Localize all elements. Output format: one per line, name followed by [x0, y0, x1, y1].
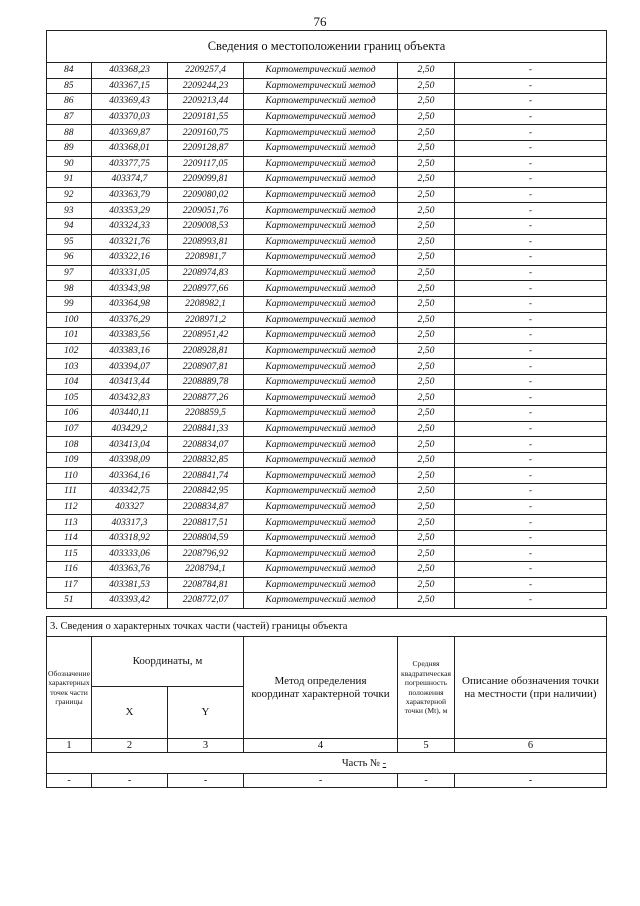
description: -	[455, 484, 607, 500]
table-row	[47, 250, 607, 266]
description: -	[455, 63, 607, 79]
coordinate-x: 403353,29	[92, 203, 168, 219]
coordinate-y: 2208842,95	[168, 484, 244, 500]
point-number: 85	[47, 78, 92, 94]
header-description: Описание обозначения точки на местности (при наличии)	[455, 637, 607, 739]
point-number: 108	[47, 437, 92, 453]
coordinate-y: 2209213,44	[168, 94, 244, 110]
point-number: 109	[47, 452, 92, 468]
point-number: 117	[47, 577, 92, 593]
coordinate-y: 2208832,85	[168, 452, 244, 468]
point-number: 84	[47, 63, 92, 79]
accuracy: 2,50	[398, 94, 455, 110]
column-number: 4	[244, 739, 398, 753]
method: Картометрический метод	[244, 172, 398, 188]
coordinate-y: 2208928,81	[168, 343, 244, 359]
coordinate-y: 2208817,51	[168, 515, 244, 531]
coordinate-y: 2208794,1	[168, 562, 244, 578]
accuracy: 2,50	[398, 156, 455, 172]
empty-cell: -	[92, 774, 168, 788]
method: Картометрический метод	[244, 406, 398, 422]
point-number: 91	[47, 172, 92, 188]
accuracy: 2,50	[398, 562, 455, 578]
point-number: 112	[47, 499, 92, 515]
accuracy: 2,50	[398, 265, 455, 281]
description: -	[455, 109, 607, 125]
accuracy: 2,50	[398, 359, 455, 375]
description: -	[455, 312, 607, 328]
coordinate-x: 403343,98	[92, 281, 168, 297]
coordinate-y: 2209160,75	[168, 125, 244, 141]
coordinate-y: 2208971,2	[168, 312, 244, 328]
column-number: 5	[398, 739, 455, 753]
empty-cell: -	[244, 774, 398, 788]
point-number: 98	[47, 281, 92, 297]
coordinate-x: 403318,92	[92, 530, 168, 546]
coordinate-y: 2208784,81	[168, 577, 244, 593]
coordinate-x: 403363,76	[92, 562, 168, 578]
description: -	[455, 593, 607, 609]
table-row	[47, 63, 607, 79]
coordinate-x: 403364,98	[92, 296, 168, 312]
coordinate-x: 403342,75	[92, 484, 168, 500]
description: -	[455, 234, 607, 250]
accuracy: 2,50	[398, 109, 455, 125]
table-row	[47, 452, 607, 468]
method: Картометрический метод	[244, 281, 398, 297]
table-row	[47, 265, 607, 281]
description: -	[455, 125, 607, 141]
coordinate-x: 403413,04	[92, 437, 168, 453]
description: -	[455, 452, 607, 468]
accuracy: 2,50	[398, 218, 455, 234]
empty-cell: -	[398, 774, 455, 788]
coordinate-y: 2208804,59	[168, 530, 244, 546]
table-row	[47, 530, 607, 546]
point-number: 89	[47, 140, 92, 156]
table-row	[47, 94, 607, 110]
table-row	[47, 421, 607, 437]
point-number: 115	[47, 546, 92, 562]
point-number: 96	[47, 250, 92, 266]
description: -	[455, 78, 607, 94]
method: Картометрический метод	[244, 562, 398, 578]
table-row	[47, 593, 607, 609]
accuracy: 2,50	[398, 78, 455, 94]
point-number: 97	[47, 265, 92, 281]
method: Картометрический метод	[244, 437, 398, 453]
method: Картометрический метод	[244, 577, 398, 593]
method: Картометрический метод	[244, 421, 398, 437]
coordinate-y: 2208841,74	[168, 468, 244, 484]
accuracy: 2,50	[398, 172, 455, 188]
table-row	[47, 172, 607, 188]
coordinate-y: 2209257,4	[168, 63, 244, 79]
table-row	[47, 546, 607, 562]
point-number: 116	[47, 562, 92, 578]
column-number: 2	[92, 739, 168, 753]
accuracy: 2,50	[398, 63, 455, 79]
point-number: 114	[47, 530, 92, 546]
description: -	[455, 499, 607, 515]
coordinate-x: 403398,09	[92, 452, 168, 468]
accuracy: 2,50	[398, 312, 455, 328]
section-title: Сведения о местоположении границ объекта	[47, 31, 607, 63]
coordinate-x: 403376,29	[92, 312, 168, 328]
coordinate-x: 403363,79	[92, 187, 168, 203]
method: Картометрический метод	[244, 546, 398, 562]
accuracy: 2,50	[398, 499, 455, 515]
method: Картометрический метод	[244, 359, 398, 375]
point-number: 88	[47, 125, 92, 141]
table-row	[47, 109, 607, 125]
coordinate-y: 2209181,55	[168, 109, 244, 125]
method: Картометрический метод	[244, 593, 398, 609]
coordinate-x: 403317,3	[92, 515, 168, 531]
description: -	[455, 562, 607, 578]
point-number: 93	[47, 203, 92, 219]
boundary-points-table	[46, 30, 607, 609]
method: Картометрический метод	[244, 234, 398, 250]
table-row	[47, 156, 607, 172]
coordinate-y: 2208834,07	[168, 437, 244, 453]
point-number: 103	[47, 359, 92, 375]
point-number: 107	[47, 421, 92, 437]
accuracy: 2,50	[398, 593, 455, 609]
description: -	[455, 530, 607, 546]
accuracy: 2,50	[398, 296, 455, 312]
point-number: 102	[47, 343, 92, 359]
point-number: 90	[47, 156, 92, 172]
description: -	[455, 421, 607, 437]
accuracy: 2,50	[398, 328, 455, 344]
table-row	[47, 484, 607, 500]
part-points-table	[46, 616, 607, 788]
coordinate-y: 2209117,05	[168, 156, 244, 172]
column-number: 1	[47, 739, 92, 753]
method: Картометрический метод	[244, 390, 398, 406]
coordinate-y: 2208889,78	[168, 374, 244, 390]
table-row	[47, 343, 607, 359]
accuracy: 2,50	[398, 281, 455, 297]
description: -	[455, 94, 607, 110]
accuracy: 2,50	[398, 530, 455, 546]
coordinate-x: 403393,42	[92, 593, 168, 609]
coordinate-y: 2208981,7	[168, 250, 244, 266]
accuracy: 2,50	[398, 187, 455, 203]
description: -	[455, 515, 607, 531]
description: -	[455, 218, 607, 234]
point-number: 105	[47, 390, 92, 406]
description: -	[455, 546, 607, 562]
coordinate-x: 403331,05	[92, 265, 168, 281]
part-label: Часть №	[341, 757, 381, 769]
coordinate-y: 2208877,26	[168, 390, 244, 406]
table-row	[47, 78, 607, 94]
description: -	[455, 250, 607, 266]
part-value: -	[382, 757, 387, 769]
table-row	[47, 437, 607, 453]
description: -	[455, 343, 607, 359]
point-number: 104	[47, 374, 92, 390]
accuracy: 2,50	[398, 140, 455, 156]
method: Картометрический метод	[244, 156, 398, 172]
method: Картометрический метод	[244, 530, 398, 546]
header-accuracy: Средняя квадратическая погрешность положения характерной точки (Mt), м	[398, 637, 455, 739]
table-row	[47, 562, 607, 578]
header-x: X	[92, 687, 168, 739]
description: -	[455, 187, 607, 203]
accuracy: 2,50	[398, 484, 455, 500]
coordinate-y: 2208977,66	[168, 281, 244, 297]
coordinate-x: 403413,44	[92, 374, 168, 390]
accuracy: 2,50	[398, 468, 455, 484]
point-number: 86	[47, 94, 92, 110]
table-row	[47, 374, 607, 390]
coordinate-x: 403322,16	[92, 250, 168, 266]
method: Картометрический метод	[244, 468, 398, 484]
description: -	[455, 437, 607, 453]
accuracy: 2,50	[398, 343, 455, 359]
description: -	[455, 296, 607, 312]
point-number: 92	[47, 187, 92, 203]
header-point-designation: Обозначение характерных точек части границы	[47, 637, 92, 739]
coordinate-x: 403368,23	[92, 63, 168, 79]
point-number: 99	[47, 296, 92, 312]
table-row	[47, 406, 607, 422]
coordinate-y: 2208951,42	[168, 328, 244, 344]
point-number: 113	[47, 515, 92, 531]
method: Картометрический метод	[244, 125, 398, 141]
table-row	[47, 281, 607, 297]
method: Картометрический метод	[244, 218, 398, 234]
accuracy: 2,50	[398, 546, 455, 562]
accuracy: 2,50	[398, 250, 455, 266]
point-number: 110	[47, 468, 92, 484]
accuracy: 2,50	[398, 390, 455, 406]
coordinate-y: 2208796,92	[168, 546, 244, 562]
method: Картометрический метод	[244, 499, 398, 515]
accuracy: 2,50	[398, 374, 455, 390]
coordinate-x: 403364,16	[92, 468, 168, 484]
table-row	[47, 296, 607, 312]
table-row	[47, 577, 607, 593]
empty-cell: -	[168, 774, 244, 788]
accuracy: 2,50	[398, 203, 455, 219]
table-row	[47, 515, 607, 531]
coordinate-y: 2209080,02	[168, 187, 244, 203]
coordinate-y: 2209008,53	[168, 218, 244, 234]
table-row	[47, 328, 607, 344]
coordinate-y: 2208907,81	[168, 359, 244, 375]
accuracy: 2,50	[398, 421, 455, 437]
coordinate-x: 403383,16	[92, 343, 168, 359]
coordinate-x: 403369,43	[92, 94, 168, 110]
coordinate-x: 403368,01	[92, 140, 168, 156]
method: Картометрический метод	[244, 250, 398, 266]
point-number: 101	[47, 328, 92, 344]
coordinate-x: 403394,07	[92, 359, 168, 375]
method: Картометрический метод	[244, 63, 398, 79]
coordinate-x: 403440,11	[92, 406, 168, 422]
method: Картометрический метод	[244, 94, 398, 110]
coordinate-x: 403374,7	[92, 172, 168, 188]
coordinate-x: 403333,06	[92, 546, 168, 562]
accuracy: 2,50	[398, 234, 455, 250]
coordinate-y: 2209244,23	[168, 78, 244, 94]
point-number: 100	[47, 312, 92, 328]
table-row	[47, 390, 607, 406]
column-number: 3	[168, 739, 244, 753]
point-number: 106	[47, 406, 92, 422]
coordinate-x: 403327	[92, 499, 168, 515]
header-y: Y	[168, 687, 244, 739]
accuracy: 2,50	[398, 452, 455, 468]
table-row	[47, 187, 607, 203]
coordinate-y: 2208834,87	[168, 499, 244, 515]
coordinate-x: 403383,56	[92, 328, 168, 344]
description: -	[455, 265, 607, 281]
method: Картометрический метод	[244, 452, 398, 468]
point-number: 51	[47, 593, 92, 609]
accuracy: 2,50	[398, 125, 455, 141]
header-coordinates: Координаты, м	[92, 637, 244, 687]
table-row	[47, 359, 607, 375]
method: Картометрический метод	[244, 484, 398, 500]
method: Картометрический метод	[244, 515, 398, 531]
coordinate-y: 2208772,07	[168, 593, 244, 609]
coordinate-y: 2208982,1	[168, 296, 244, 312]
description: -	[455, 390, 607, 406]
coordinate-x: 403324,33	[92, 218, 168, 234]
description: -	[455, 374, 607, 390]
table-row	[47, 140, 607, 156]
part-label-cell	[47, 753, 607, 774]
description: -	[455, 359, 607, 375]
coordinate-x: 403367,15	[92, 78, 168, 94]
coordinate-y: 2208841,33	[168, 421, 244, 437]
method: Картометрический метод	[244, 203, 398, 219]
empty-cell: -	[47, 774, 92, 788]
coordinate-x: 403321,76	[92, 234, 168, 250]
coordinate-y: 2208974,83	[168, 265, 244, 281]
description: -	[455, 281, 607, 297]
description: -	[455, 328, 607, 344]
description: -	[455, 203, 607, 219]
coordinate-y: 2209051,76	[168, 203, 244, 219]
point-number: 94	[47, 218, 92, 234]
description: -	[455, 468, 607, 484]
header-method: Метод определения координат характерной точки	[244, 637, 398, 739]
accuracy: 2,50	[398, 406, 455, 422]
method: Картометрический метод	[244, 78, 398, 94]
method: Картометрический метод	[244, 374, 398, 390]
coordinate-y: 2208993,81	[168, 234, 244, 250]
coordinate-y: 2209099,81	[168, 172, 244, 188]
description: -	[455, 172, 607, 188]
method: Картометрический метод	[244, 140, 398, 156]
empty-cell: -	[455, 774, 607, 788]
method: Картометрический метод	[244, 187, 398, 203]
table-row	[47, 468, 607, 484]
accuracy: 2,50	[398, 515, 455, 531]
coordinate-x: 403377,75	[92, 156, 168, 172]
description: -	[455, 577, 607, 593]
method: Картометрический метод	[244, 265, 398, 281]
description: -	[455, 406, 607, 422]
method: Картометрический метод	[244, 328, 398, 344]
description: -	[455, 156, 607, 172]
table-row	[47, 218, 607, 234]
coordinate-y: 2209128,87	[168, 140, 244, 156]
table-row	[47, 125, 607, 141]
coordinate-x: 403369,87	[92, 125, 168, 141]
table-row	[47, 312, 607, 328]
coordinate-x: 403429,2	[92, 421, 168, 437]
point-number: 87	[47, 109, 92, 125]
coordinate-x: 403370,03	[92, 109, 168, 125]
description: -	[455, 140, 607, 156]
accuracy: 2,50	[398, 437, 455, 453]
coordinate-x: 403432,83	[92, 390, 168, 406]
page-number: 76	[313, 14, 327, 29]
coordinate-x: 403381,53	[92, 577, 168, 593]
method: Картометрический метод	[244, 343, 398, 359]
point-number: 95	[47, 234, 92, 250]
method: Картометрический метод	[244, 109, 398, 125]
accuracy: 2,50	[398, 577, 455, 593]
method: Картометрический метод	[244, 312, 398, 328]
point-number: 111	[47, 484, 92, 500]
column-number: 6	[455, 739, 607, 753]
section3-title: 3. Сведения о характерных точках части (частей) границы объекта	[47, 617, 607, 637]
table-row	[47, 203, 607, 219]
method: Картометрический метод	[244, 296, 398, 312]
table-row	[47, 499, 607, 515]
table-row	[47, 234, 607, 250]
coordinate-y: 2208859,5	[168, 406, 244, 422]
